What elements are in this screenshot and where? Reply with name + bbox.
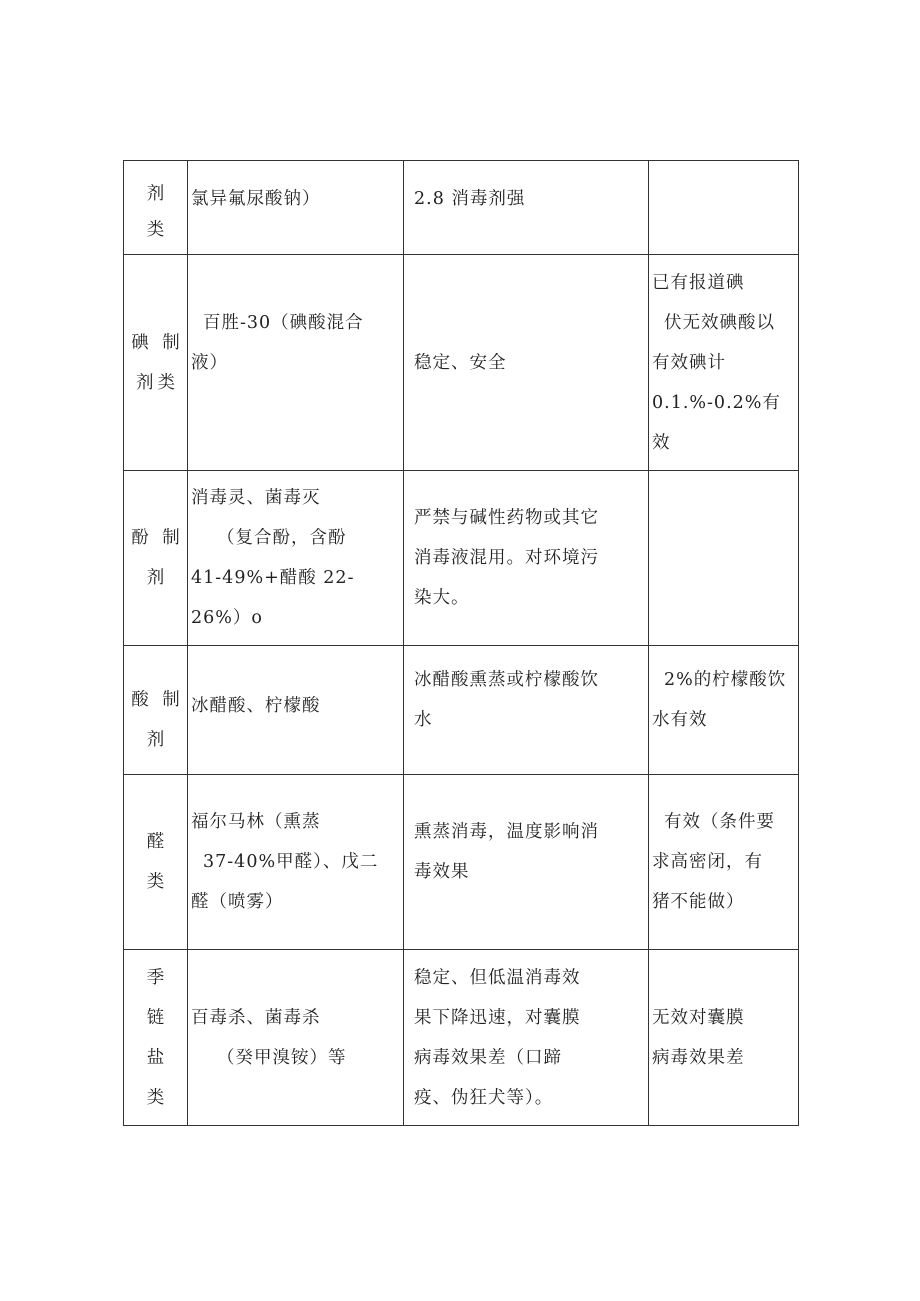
agent-line: 消毒灵、菌毒灭 xyxy=(191,488,321,508)
agent-line: 冰醋酸、柠檬酸 xyxy=(191,696,321,716)
property-line: 熏蒸消毒，温度影响消 xyxy=(414,822,599,842)
property-cell xyxy=(404,255,649,471)
category-line: 类 xyxy=(146,220,169,240)
category-cell xyxy=(124,775,188,950)
table-row xyxy=(124,471,799,646)
note-line: 无效对囊膜 xyxy=(652,1007,745,1028)
agent-line: 26%）o xyxy=(191,608,263,628)
agent-line: 醛（喷雾） xyxy=(191,892,284,912)
agent-cell xyxy=(188,255,404,471)
category-line: 季 xyxy=(146,967,169,988)
category-cell xyxy=(124,161,188,255)
note-line: 水有效 xyxy=(652,710,708,730)
category-line: 酚 制 xyxy=(131,528,184,548)
category-line: 剂类 xyxy=(136,372,179,393)
agent-line: 氯异氟尿酸钠） xyxy=(191,189,321,209)
property-line: 疫、伪狂犬等）。 xyxy=(414,1087,554,1108)
property-line: 染大。 xyxy=(414,588,470,608)
agent-line: 41-49%+醋酸 22- xyxy=(191,568,355,588)
category-line: 剂 xyxy=(146,568,169,588)
note-line: 有效碘计 xyxy=(652,352,726,373)
property-line: 稳定、安全 xyxy=(414,352,507,373)
category-line: 类 xyxy=(146,1087,169,1108)
note-line: 病毒效果差 xyxy=(652,1047,745,1068)
agent-line: （癸甲溴铵）等 xyxy=(217,1047,347,1068)
note-cell xyxy=(649,471,799,646)
property-line: 果下降迅速，对囊膜 xyxy=(414,1007,581,1028)
category-cell xyxy=(124,471,188,646)
note-cell xyxy=(649,255,799,471)
property-cell xyxy=(404,646,649,775)
property-cell xyxy=(404,471,649,646)
property-line: 消毒液混用。对环境污 xyxy=(414,548,599,568)
category-line: 盐 xyxy=(146,1047,169,1068)
property-cell xyxy=(404,775,649,950)
note-line: 2%的柠檬酸饮 xyxy=(664,670,787,690)
property-line: 2.8 消毒剂强 xyxy=(414,189,526,209)
note-cell xyxy=(649,646,799,775)
note-cell xyxy=(649,161,799,255)
agent-line: 液） xyxy=(191,352,228,373)
note-cell xyxy=(649,950,799,1126)
category-line: 剂 xyxy=(146,730,169,750)
category-cell xyxy=(124,950,188,1126)
category-line: 醛 xyxy=(146,832,169,852)
note-line: 0.1.%-0.2%有 xyxy=(652,392,781,413)
category-line: 链 xyxy=(146,1007,169,1028)
note-line: 已有报道碘 xyxy=(652,272,745,293)
table-row xyxy=(124,255,799,471)
category-line: 类 xyxy=(146,872,169,892)
category-cell xyxy=(124,255,188,471)
note-line: 有效（条件要 xyxy=(664,812,775,832)
category-line: 碘 制 xyxy=(131,332,184,353)
agent-cell xyxy=(188,775,404,950)
property-cell xyxy=(404,161,649,255)
property-cell xyxy=(404,950,649,1126)
property-line: 水 xyxy=(414,710,433,730)
agent-cell xyxy=(188,950,404,1126)
property-line: 冰醋酸熏蒸或柠檬酸饮 xyxy=(414,670,599,690)
property-line: 严禁与碱性药物或其它 xyxy=(414,508,599,528)
table-row xyxy=(124,161,799,255)
agent-line: 百毒杀、菌毒杀 xyxy=(191,1007,321,1028)
agent-cell xyxy=(188,161,404,255)
category-line: 酸 制 xyxy=(131,690,184,710)
agent-cell xyxy=(188,646,404,775)
property-line: 病毒效果差（口蹄 xyxy=(414,1047,562,1068)
category-cell xyxy=(124,646,188,775)
disinfectant-table xyxy=(123,160,799,1126)
agent-line: 37-40%甲醛）、戊二 xyxy=(203,852,379,872)
agent-line: （复合酚，含酚 xyxy=(217,528,347,548)
agent-line: 福尔马林（熏蒸 xyxy=(191,812,321,832)
property-line: 稳定、但低温消毒效 xyxy=(414,967,581,988)
table-row xyxy=(124,950,799,1126)
note-line: 效 xyxy=(652,432,671,453)
note-line: 伏无效碘酸以 xyxy=(664,312,775,333)
property-line: 毒效果 xyxy=(414,862,470,882)
note-line: 求高密闭，有 xyxy=(652,852,763,872)
table-row xyxy=(124,775,799,950)
note-line: 猪不能做） xyxy=(652,892,745,912)
agent-line: 百胜-30（碘酸混合 xyxy=(203,312,364,333)
category-line: 剂 xyxy=(146,184,169,204)
agent-cell xyxy=(188,471,404,646)
note-cell xyxy=(649,775,799,950)
table-row xyxy=(124,646,799,775)
